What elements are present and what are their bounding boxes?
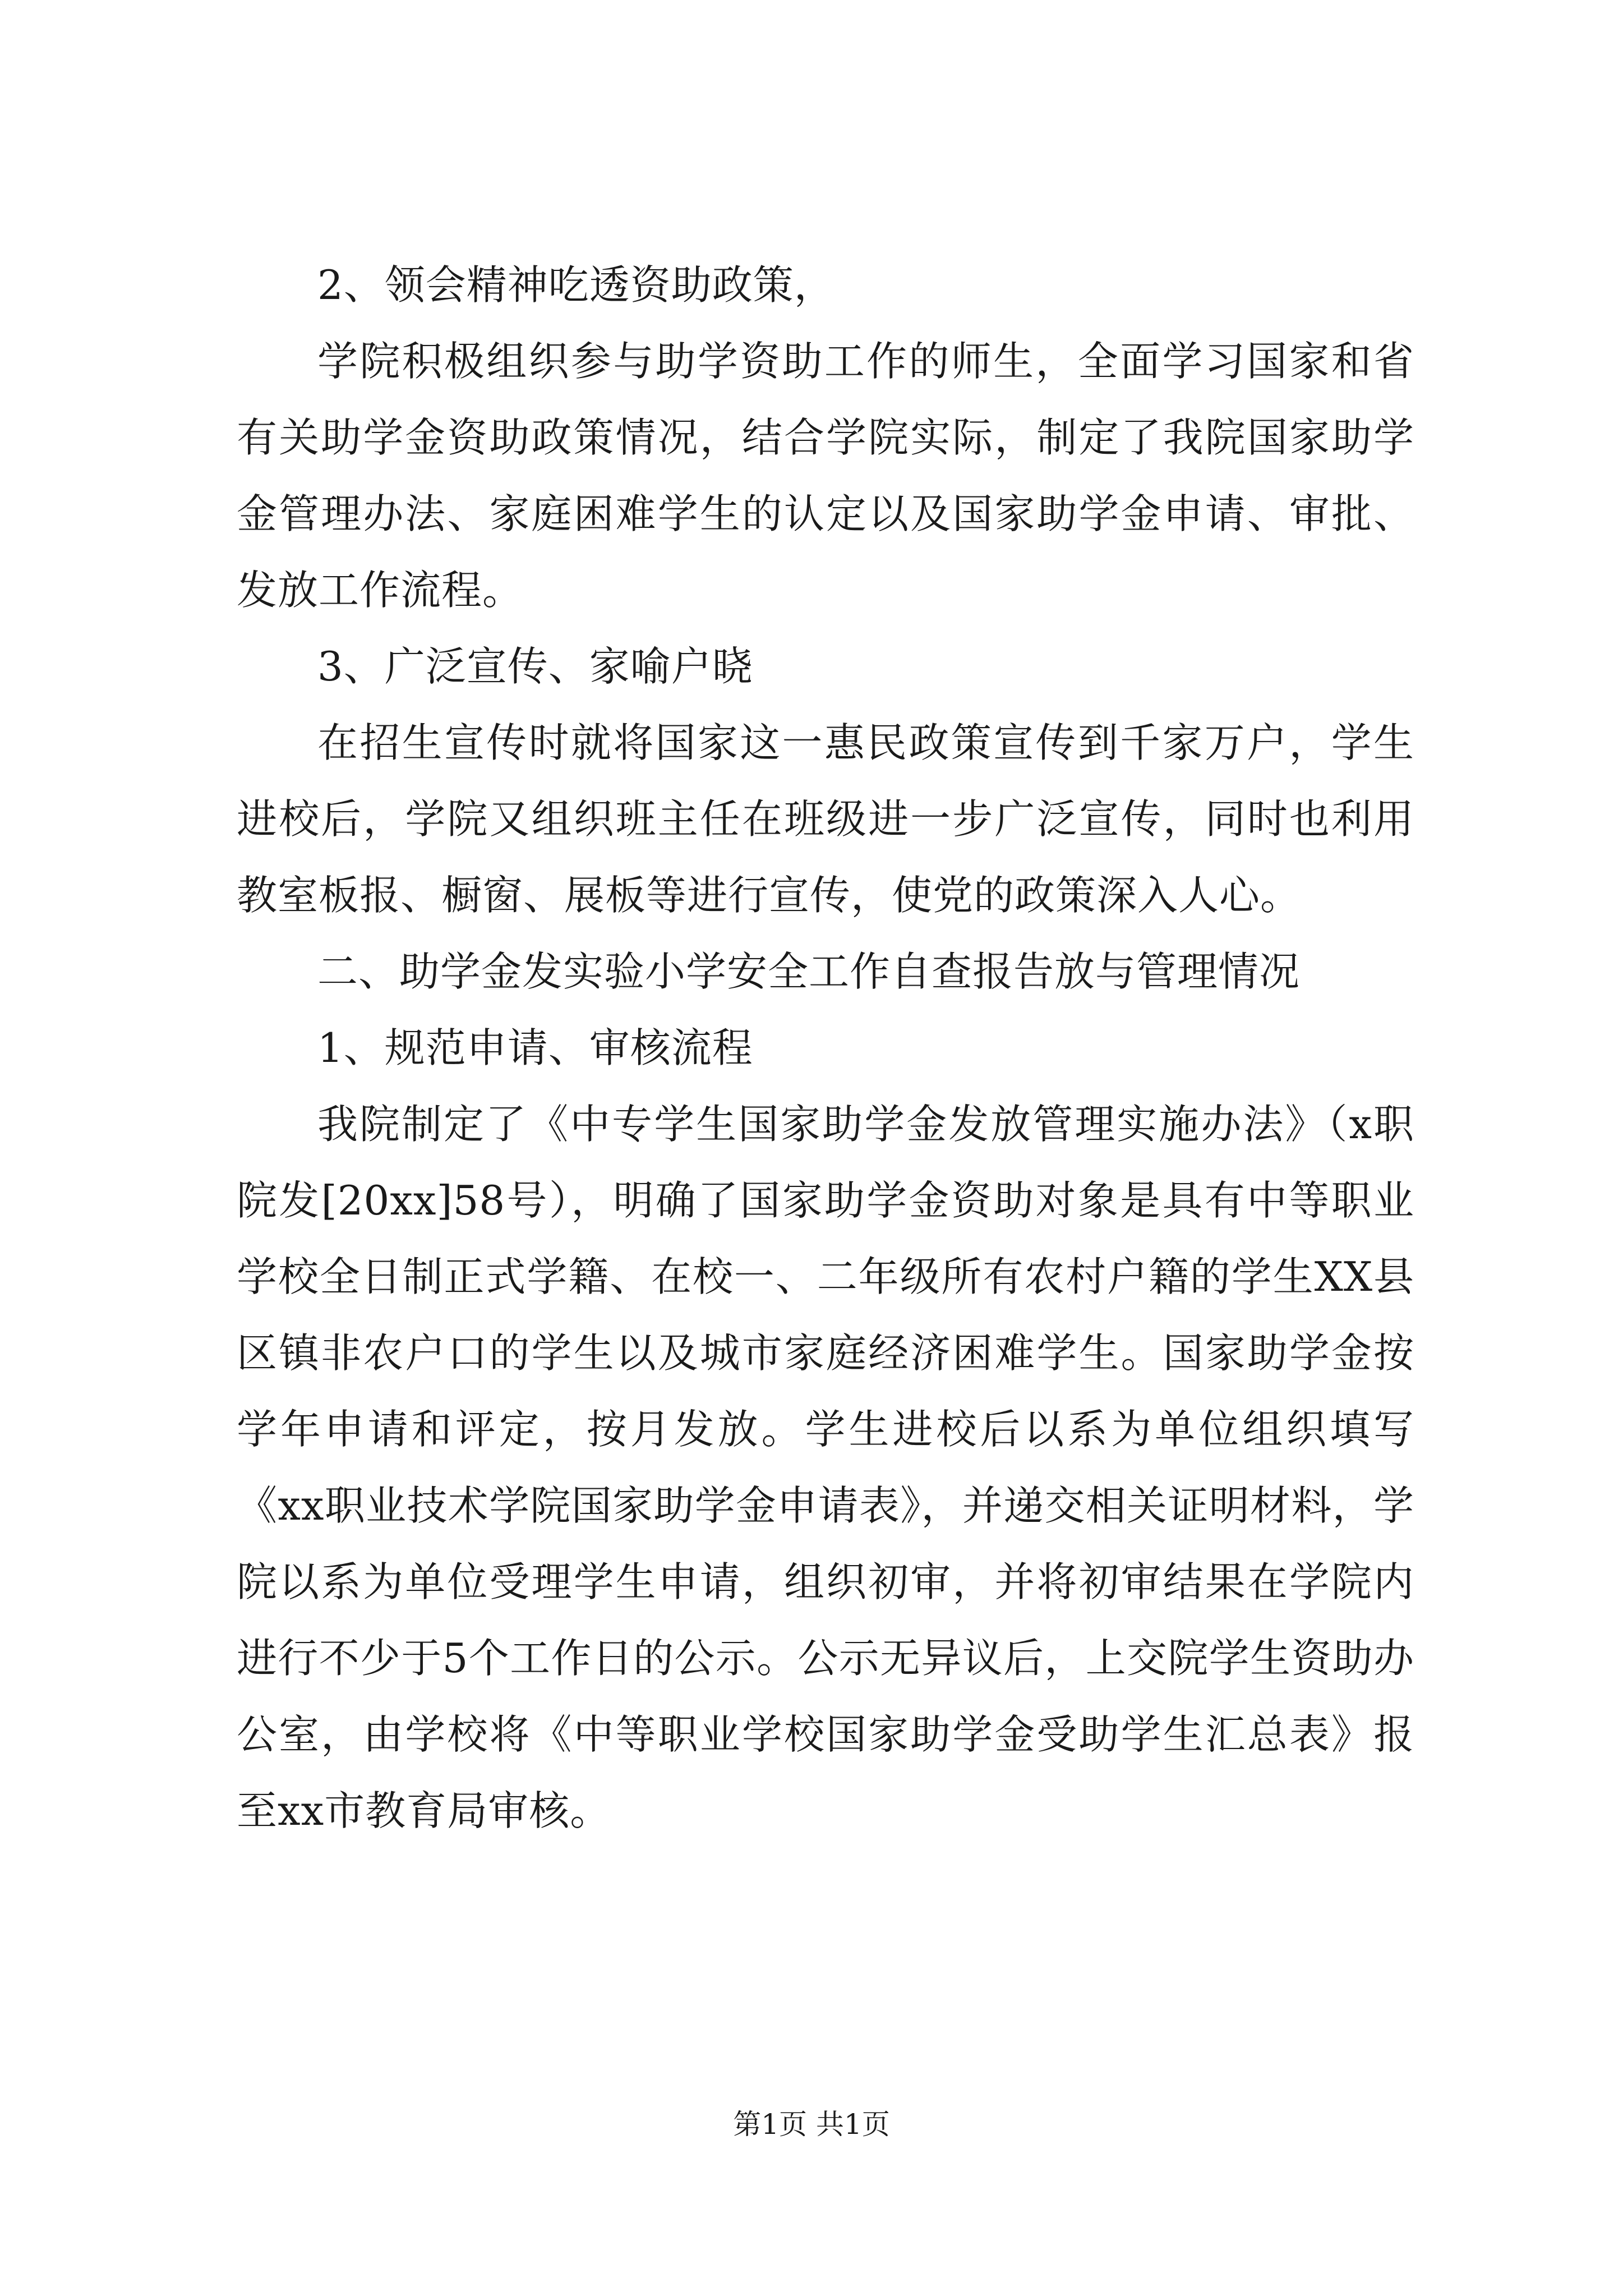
section-heading-2: 2、领会精神吃透资助政策， xyxy=(317,261,835,309)
paragraph-publicity: 在招生宣传时就将国家这一惠民政策宣传到千家万户，学生进校后，学院又组织班主任在班级进一步广泛宣传，同时也利用教室板报、橱窗、展板等进行宣传，使党的政策深入人心。 xyxy=(237,719,1414,919)
page-number-footer: 第1页 共1页 xyxy=(733,2108,890,2141)
paragraph-policy-study: 学院积极组织参与助学资助工作的师生，全面学习国家和省有关助学金资助政策情况，结合学院实际，制定了我院国家助学金管理办法、家庭困难学生的认定以及国家助学金申请、审批、发放工作流程。 xyxy=(237,338,1414,614)
section-heading-1: 1、规范申请、审核流程 xyxy=(317,1024,753,1071)
paragraph-application-process: 我院制定了《中专学生国家助学金发放管理实施办法》（x职院发[20xx]58号），明确了国家助学金资助对象是具有中等职业学校全日制正式学籍、在校一、二年级所有农村户籍的学生XX县区镇非农户口的学生以及城市家庭经济困难学生。国家助学金按学年申请和评定，按月发放。学生进校后以系为单位组织填写《xx职业技术学院国家助学金申请表》，并递交相关证明材料，学院以系为单位受理学生申请，组织初审，并将初审结果在学院内进行不少于5个工作日的公示。公示无异议后，上交院学生资助办公室，由学校将《中等职业学校国家助学金受助学生汇总表》报至xx市教育局审核。 xyxy=(237,1101,1414,1834)
document-body xyxy=(237,247,1414,1849)
section-heading-3: 3、广泛宣传、家喻户晓 xyxy=(317,643,753,690)
section-heading-part-two: 二、助学金发实验小学安全工作自查报告放与管理情况 xyxy=(317,948,1301,995)
